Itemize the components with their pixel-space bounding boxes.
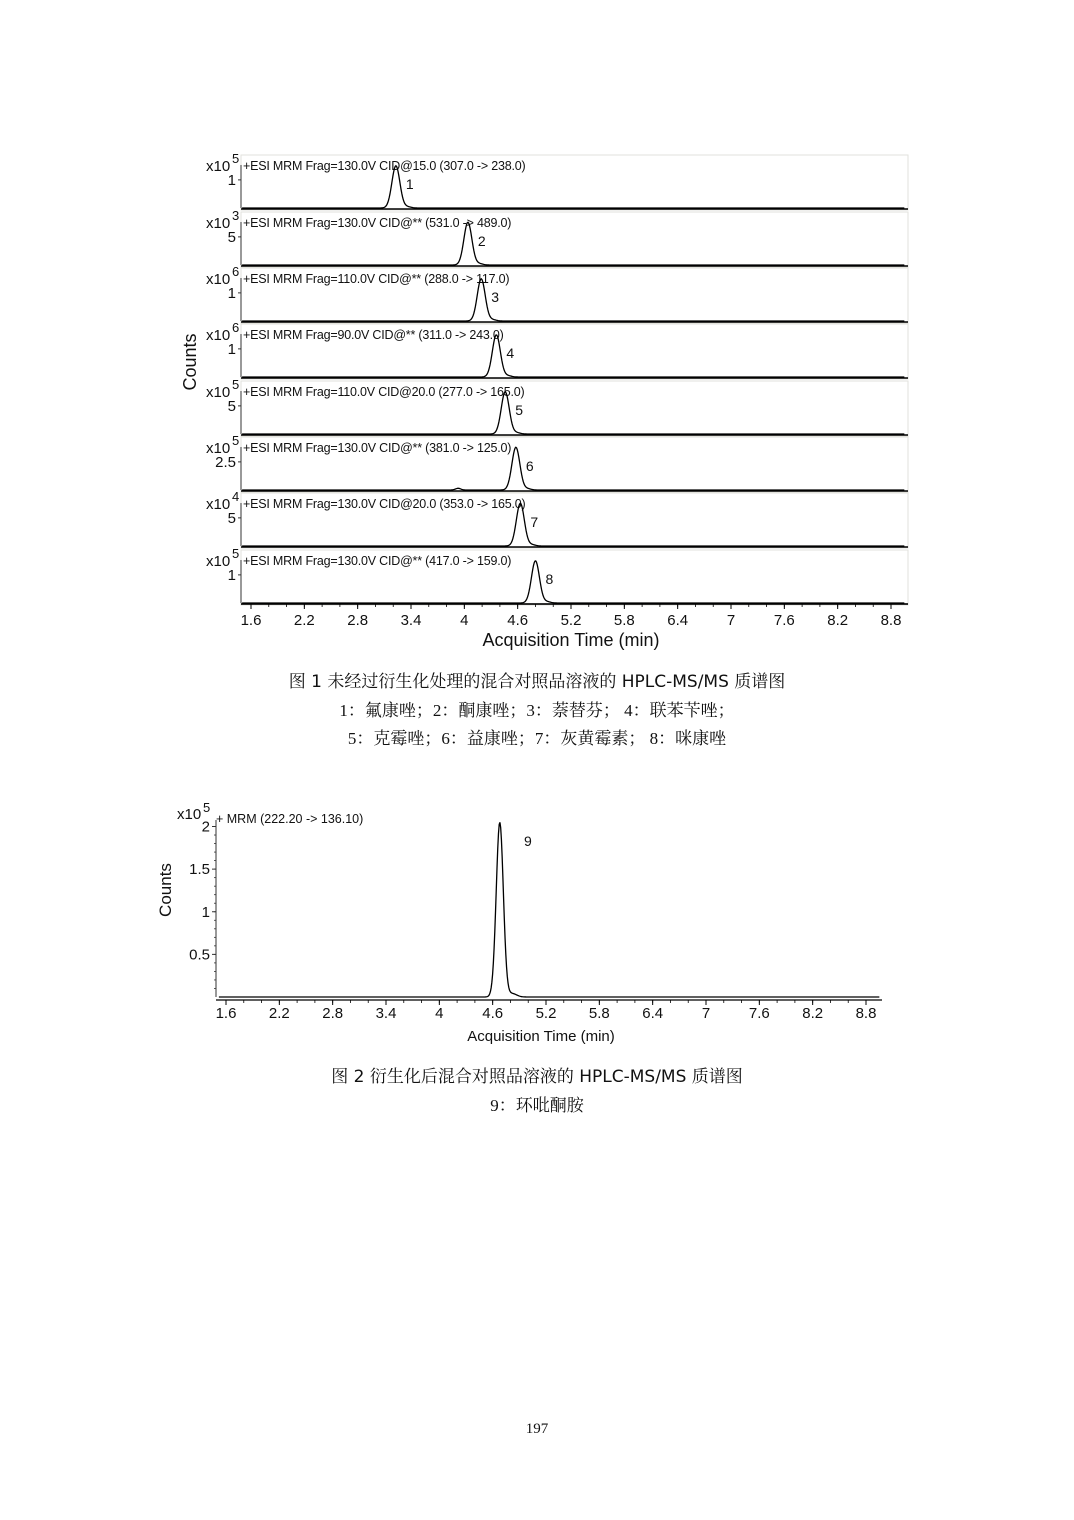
panel-trace-label: +ESI MRM Frag=130.0V CID@** (417.0 -> 159.0) [243,554,512,568]
figure-2-chromatogram [0,790,1074,1050]
panel-y-tick-label: 1 [227,340,236,358]
panel-trace-label: +ESI MRM Frag=90.0V CID@** (311.0 -> 243.0) [243,328,504,342]
peak-label-3: 3 [491,289,500,305]
panel-trace-label: +ESI MRM Frag=130.0V CID@** (531.0 -> 489.0) [243,216,512,230]
chromatogram-trace [219,822,879,997]
y-tick-label: 0.5 [189,946,210,964]
chromatogram-panel-3 [206,264,908,323]
panel-scale-prefix: x10 [206,553,231,570]
panel-y-tick-label: 1 [227,284,236,302]
x-tick-label: 3.4 [400,612,422,629]
peak-label-2: 2 [477,233,486,249]
panel-y-tick-label: 1 [227,171,236,189]
page-number: 197 [525,1421,549,1437]
panel-scale-exponent: 5 [232,546,240,561]
panel-y-tick-label: 5 [227,509,236,527]
panel-scale-exponent: 6 [232,320,240,335]
panel-y-tick-label: 1 [227,566,236,584]
x-tick-label: 2.2 [293,612,315,629]
fig2-trace-label: + MRM (222.20 -> 136.10) [216,812,364,826]
x-tick-label: 8.8 [855,1005,877,1022]
peak-label-1: 1 [405,176,414,192]
panel-scale-prefix: x10 [206,158,231,175]
x-tick-label: 8.2 [802,1005,824,1022]
chromatogram-panel-8 [206,546,908,605]
panel-trace-label: +ESI MRM Frag=110.0V CID@** (288.0 -> 117.0) [243,272,510,286]
chromatogram-panel-1 [206,151,908,210]
panel-scale-prefix: x10 [206,496,231,513]
y-tick-label: 1 [201,903,210,921]
figure-2-caption-title: 图 2 衍生化后混合对照品溶液的 HPLC-MS/MS 质谱图 [331,1067,743,1087]
chromatogram-panel-2 [206,208,908,267]
chromatogram-panel-7 [206,489,908,548]
chromatogram-panel-5 [206,377,908,436]
x-tick-label: 4 [460,612,469,629]
panel-y-tick-label: 2.5 [215,453,236,471]
figure-1-caption-title: 图 1 未经过衍生化处理的混合对照品溶液的 HPLC-MS/MS 质谱图 [288,672,786,692]
peak-label-8: 8 [545,571,554,587]
peak-label-4: 4 [506,345,515,361]
x-tick-label: 6.4 [642,1005,664,1022]
panel-y-tick-label: 5 [227,397,236,415]
x-tick-label: 5.8 [588,1005,610,1022]
panel-scale-exponent: 5 [232,151,240,166]
x-tick-label: 6.4 [667,612,689,629]
panel-scale-prefix: x10 [206,384,231,401]
panel-trace-label: +ESI MRM Frag=110.0V CID@20.0 (277.0 -> 165.0) [243,385,525,399]
figure-1-caption-legend-line1: 1：氟康唑；2：酮康唑；3：萘替芬； 4：联苯苄唑； [339,701,735,720]
figure-2-caption-legend: 9：环吡酮胺 [490,1096,584,1115]
figure-1-caption-legend-line2: 5：克霉唑；6：益康唑；7：灰黄霉素； 8：咪康唑 [347,729,727,748]
fig1-x-axis-label: Acquisition Time (min) [482,630,660,650]
x-tick-label: 4.6 [482,1005,504,1022]
panel-scale-prefix: x10 [206,440,231,457]
x-tick-label: 7.6 [748,1005,770,1022]
peak-label-6: 6 [525,458,534,474]
x-tick-label: 4 [435,1005,444,1022]
panel-scale-prefix: x10 [206,327,231,344]
panel-trace-label: +ESI MRM Frag=130.0V CID@20.0 (353.0 -> 165.0) [243,497,526,511]
x-tick-label: 7 [726,612,736,629]
panel-scale-exponent: 3 [232,208,240,223]
panel-trace-label: +ESI MRM Frag=130.0V CID@** (381.0 -> 125.0) [243,441,512,455]
fig2-y-axis-label: Counts [156,863,175,917]
fig2-peak-label: 9 [524,833,532,849]
panel-scale-exponent: 5 [232,433,240,448]
x-tick-label: 8.8 [880,612,902,629]
panel-scale-prefix: x10 [206,215,231,232]
y-tick-label: 1.5 [189,861,210,879]
x-tick-label: 7.6 [773,612,795,629]
y-tick-label: 2 [201,818,210,836]
x-tick-label: 4.6 [507,612,529,629]
fig2-x-axis-label: Acquisition Time (min) [467,1028,615,1045]
fig2-scale-prefix: x10 [177,806,202,823]
x-tick-label: 5.8 [613,612,635,629]
x-tick-label: 1.6 [215,1005,237,1022]
panel-scale-exponent: 6 [232,264,240,279]
fig1-x-axis [241,604,908,629]
x-tick-label: 2.8 [322,1005,344,1022]
x-tick-label: 3.4 [375,1005,397,1022]
panel-scale-prefix: x10 [206,271,231,288]
peak-label-5: 5 [515,402,524,418]
panel-y-tick-label: 5 [227,228,236,246]
x-tick-label: 7 [701,1005,711,1022]
x-tick-label: 5.2 [535,1005,557,1022]
x-tick-label: 5.2 [560,612,582,629]
chromatogram-panel-6 [206,433,908,492]
panel-scale-exponent: 5 [232,377,240,392]
x-tick-label: 1.6 [240,612,262,629]
fig2-scale-exponent: 5 [203,800,211,815]
x-tick-label: 8.2 [827,612,849,629]
figure-1-chromatograms [0,0,1074,660]
chromatogram-panel-4 [206,320,908,379]
fig1-y-axis-label: Counts [180,333,200,391]
x-tick-label: 2.8 [347,612,369,629]
panel-trace-label: +ESI MRM Frag=130.0V CID@15.0 (307.0 -> 238.0) [243,159,526,173]
x-tick-label: 2.2 [268,1005,290,1022]
panel-scale-exponent: 4 [232,489,240,504]
peak-label-7: 7 [530,514,539,530]
